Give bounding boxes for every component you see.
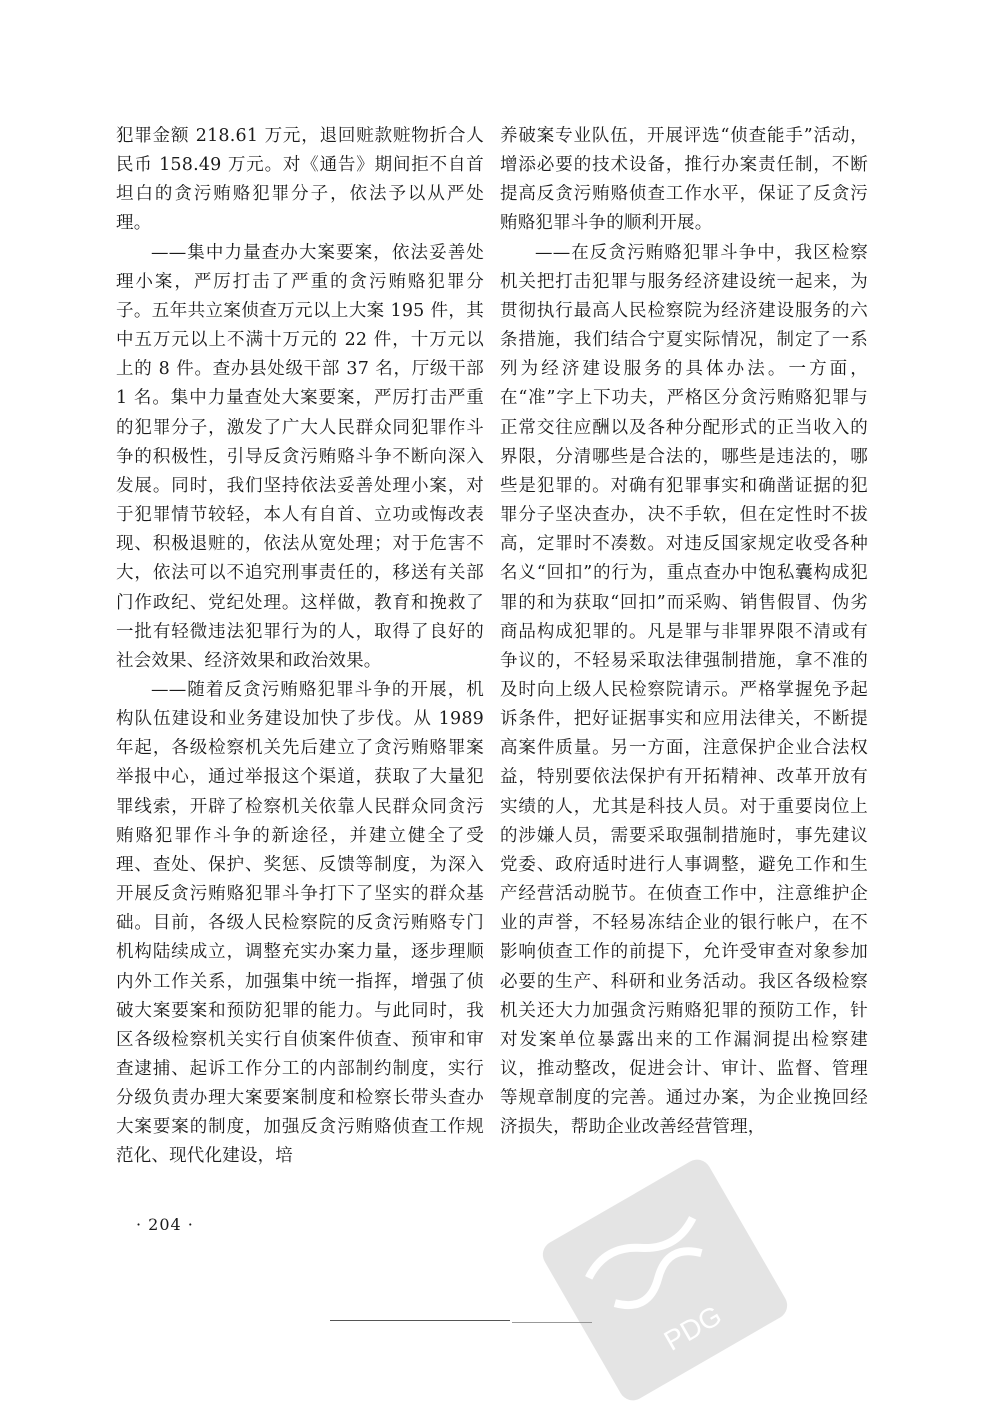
right-paragraph-1: 养破案专业队伍，开展评选“侦查能手”活动，增添必要的技术设备，推行办案责任制，不断提高反贪污贿赂侦查工作水平，保证了反贪污贿赂犯罪斗争的顺利开展。 xyxy=(500,126,868,234)
left-paragraph-2: ——集中力量查办大案要案，依法妥善处理小案，严厉打击了严重的贪污贿赂犯罪分子。五年共立案侦查万元以上大案 195 件，其中五万元以上不满十万元的 22 件，十万元以上的 8 件。查办县处级干部 37 名，厅级干部 1 名。集中力量查处大案要案，严厉打击严重的犯罪分子，激发了广大人民群众同犯罪作斗争的积极性，引导反贪污贿赂斗争不断向深入发展。同时，我们坚持依法妥善处理小案，对于犯罪情节较轻，本人有自首、立功或悔改表现、积极退赃的，依法从宽处理；对于危害不大，依法可以不追究刑事责任的，移送有关部门作政纪、党纪处理。这样做，教育和挽救了一批有轻微违法犯罪行为的人，取得了良好的社会效果、经济效果和政治效果。 xyxy=(116,242,484,671)
watermark-text: PDG xyxy=(658,1299,727,1357)
left-column xyxy=(116,122,484,1172)
scan-line-artifact xyxy=(330,1320,510,1321)
left-paragraph-1: 犯罪金额 218.61 万元，退回赃款赃物折合人民币 158.49 万元。对《通告》期间拒不自首坦白的贪污贿赂犯罪分子，依法予以从严处理。 xyxy=(116,126,484,234)
page-number: · 204 · xyxy=(136,1215,194,1234)
right-paragraph-2: ——在反贪污贿赂犯罪斗争中，我区检察机关把打击犯罪与服务经济建设统一起来，为贯彻执行最高人民检察院为经济建设服务的六条措施，我们结合宁夏实际情况，制定了一系列为经济建设服务的具体办法。一方面，在“准”字上下功夫，严格区分贪污贿赂犯罪与正常交往应酬以及各种分配形式的正当收入的界限，分清哪些是合法的，哪些是违法的，哪些是犯罪的。对确有犯罪事实和确凿证据的犯罪分子坚决查办，决不手软，但在定性时不拔高，定罪时不凑数。对违反国家规定收受各种名义“回扣”的行为，重点查办中饱私囊构成犯罪的和为获取“回扣”而采购、销售假冒、伪劣商品构成犯罪的。凡是罪与非罪界限不清或有争议的，不轻易采取法律强制措施，拿不准的及时向上级人民检察院请示。严格掌握免予起诉条件，把好证据事实和应用法律关，不断提高案件质量。另一方面，注意保护企业合法权益，特别要依法保护有开拓精神、改革开放有实绩的人，尤其是科技人员。对于重要岗位上的涉嫌人员，需要采取强制措施时，事先建议党委、政府适时进行人事调整，避免工作和生产经营活动脱节。在侦查工作中，注意维护企业的声誉，不轻易冻结企业的银行帐户，在不影响侦查工作的前提下，允许受审查对象参加必要的生产、科研和业务活动。我区各级检察机关还大力加强贪污贿赂犯罪的预防工作，针对发案单位暴露出来的工作漏洞提出检察建议，推动整改，促进会计、审计、监督、管理等规章制度的完善。通过办案，为企业挽回经济损失，帮助企业改善经营管理， xyxy=(500,242,868,1138)
watermark-logo-icon xyxy=(524,1141,806,1419)
left-paragraph-3: ——随着反贪污贿赂犯罪斗争的开展，机构队伍建设和业务建设加快了步伐。从 1989 年起，各级检察机关先后建立了贪污贿赂罪案举报中心，通过举报这个渠道，获取了大量犯罪线索，开辟了检察机关依靠人民群众同贪污贿赂犯罪作斗争的新途径，并建立健全了受理、查处、保护、奖惩、反馈等制度，为深入开展反贪污贿赂犯罪斗争打下了坚实的群众基础。目前，各级人民检察院的反贪污贿赂专门机构陆续成立，调整充实办案力量，逐步理顺内外工作关系，加强集中统一指挥，增强了侦破大案要案和预防犯罪的能力。与此同时，我区各级检察机关实行自侦案件侦查、预审和审查逮捕、起诉工作分工的内部制约制度，实行分级负责办理大案要案制度和检察长带头查办大案要案的制度，加强反贪污贿赂侦查工作规范化、现代化建设，培 xyxy=(116,679,484,1167)
right-column xyxy=(500,122,868,1142)
